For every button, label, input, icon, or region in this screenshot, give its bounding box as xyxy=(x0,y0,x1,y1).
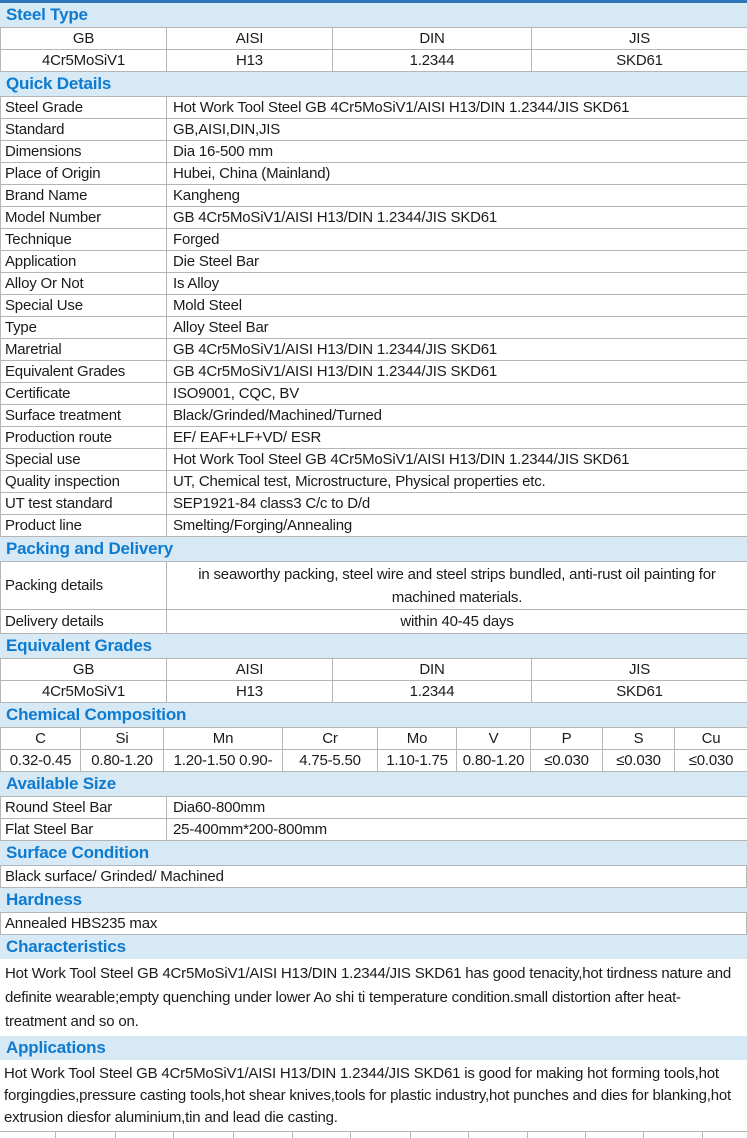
hardness-value: Annealed HBS235 max xyxy=(1,913,747,935)
section-title: Characteristics xyxy=(6,937,126,956)
grade-cell: SKD61 xyxy=(532,50,747,72)
row-value: Die Steel Bar xyxy=(167,251,747,273)
table-row xyxy=(1,273,747,295)
table-row xyxy=(1,819,747,841)
row-value: Forged xyxy=(167,229,747,251)
section-header-quick-details xyxy=(0,72,747,96)
grade-cell: 1.2344 xyxy=(333,50,532,72)
row-value: Hot Work Tool Steel GB 4Cr5MoSiV1/AISI H13/DIN 1.2344/JIS SKD61 xyxy=(167,97,747,119)
element-header: V xyxy=(457,728,531,750)
table-row xyxy=(1,449,747,471)
section-header-characteristics xyxy=(0,935,747,959)
section-title: Packing and Delivery xyxy=(6,539,173,558)
section-title: Hardness xyxy=(6,890,82,909)
table-row xyxy=(1,119,747,141)
row-label: Maretrial xyxy=(1,339,167,361)
row-value: GB 4Cr5MoSiV1/AISI H13/DIN 1.2344/JIS SKD61 xyxy=(167,207,747,229)
row-label: Model Number xyxy=(1,207,167,229)
row-value: Hot Work Tool Steel GB 4Cr5MoSiV1/AISI H13/DIN 1.2344/JIS SKD61 xyxy=(167,449,747,471)
table-row xyxy=(1,866,747,888)
section-header-chemical-composition xyxy=(0,703,747,727)
table-row xyxy=(1,562,747,610)
table-row xyxy=(1,295,747,317)
element-header: C xyxy=(1,728,81,750)
grade-cell: 4Cr5MoSiV1 xyxy=(1,50,167,72)
row-value: Mold Steel xyxy=(167,295,747,317)
row-label: Production route xyxy=(1,427,167,449)
element-header: S xyxy=(603,728,675,750)
column-header: GB xyxy=(1,659,167,681)
element-value: 0.32-0.45 xyxy=(1,750,81,772)
section-header-applications xyxy=(0,1036,747,1060)
row-label: Equivalent Grades xyxy=(1,361,167,383)
element-header: P xyxy=(531,728,603,750)
table-row xyxy=(1,28,747,50)
column-header: JIS xyxy=(532,659,747,681)
table-row xyxy=(1,207,747,229)
element-value: 0.80-1.20 xyxy=(457,750,531,772)
row-label: Dimensions xyxy=(1,141,167,163)
section-header-available-size xyxy=(0,772,747,796)
packing-delivery-table xyxy=(0,561,747,634)
characteristics-text: Hot Work Tool Steel GB 4Cr5MoSiV1/AISI H13/DIN 1.2344/JIS SKD61 has good tenacity,hot tirdness nature and definite wearable;empty quenching under lower Ao shi ti temperature condition.small distortion after heat-treatment and so on. xyxy=(0,959,747,1036)
row-label: Quality inspection xyxy=(1,471,167,493)
row-label: Alloy Or Not xyxy=(1,273,167,295)
equivalent-grades-table xyxy=(0,658,747,703)
table-row xyxy=(1,728,747,750)
chemical-composition-table xyxy=(0,727,747,772)
section-header-surface-condition xyxy=(0,841,747,865)
row-value: Dia 16-500 mm xyxy=(167,141,747,163)
section-header-packing-delivery xyxy=(0,537,747,561)
row-value: SEP1921-84 class3 C/c to D/d xyxy=(167,493,747,515)
table-row xyxy=(1,659,747,681)
table-row xyxy=(1,383,747,405)
row-value: Black/Grinded/Machined/Turned xyxy=(167,405,747,427)
element-value: 0.80-1.20 xyxy=(81,750,164,772)
table-row xyxy=(1,163,747,185)
row-value: Dia60-800mm xyxy=(167,797,747,819)
quick-details-table xyxy=(0,96,747,537)
element-value: 4.75-5.50 xyxy=(283,750,378,772)
element-header: Mn xyxy=(164,728,283,750)
section-title: Equivalent Grades xyxy=(6,636,152,655)
table-row xyxy=(1,493,747,515)
section-title: Applications xyxy=(6,1038,106,1057)
table-row xyxy=(1,185,747,207)
column-header: DIN xyxy=(333,659,532,681)
table-row xyxy=(1,797,747,819)
element-header: Cr xyxy=(283,728,378,750)
section-title: Quick Details xyxy=(6,74,111,93)
row-value: GB,AISI,DIN,JIS xyxy=(167,119,747,141)
steel-type-table xyxy=(0,27,747,72)
table-row xyxy=(1,681,747,703)
row-value: UT, Chemical test, Microstructure, Physical properties etc. xyxy=(167,471,747,493)
grade-cell: SKD61 xyxy=(532,681,747,703)
column-header: AISI xyxy=(167,28,333,50)
table-row xyxy=(1,750,747,772)
section-header-equivalent-grades xyxy=(0,634,747,658)
table-row xyxy=(1,913,747,935)
row-value: GB 4Cr5MoSiV1/AISI H13/DIN 1.2344/JIS SKD61 xyxy=(167,339,747,361)
row-value: Alloy Steel Bar xyxy=(167,317,747,339)
table-row xyxy=(1,339,747,361)
surface-condition-table xyxy=(0,865,747,888)
row-value: in seaworthy packing, steel wire and steel strips bundled, anti-rust oil painting for machined materials. xyxy=(167,562,747,610)
row-label: Steel Grade xyxy=(1,97,167,119)
row-label: Place of Origin xyxy=(1,163,167,185)
row-value: Smelting/Forging/Annealing xyxy=(167,515,747,537)
column-header: DIN xyxy=(333,28,532,50)
element-header: Si xyxy=(81,728,164,750)
row-label: Surface treatment xyxy=(1,405,167,427)
row-label: Application xyxy=(1,251,167,273)
table-row xyxy=(1,361,747,383)
row-label: Certificate xyxy=(1,383,167,405)
section-title: Available Size xyxy=(6,774,116,793)
row-value: 25-400mm*200-800mm xyxy=(167,819,747,841)
section-title: Surface Condition xyxy=(6,843,149,862)
table-row xyxy=(1,97,747,119)
row-label: Standard xyxy=(1,119,167,141)
row-value: ISO9001, CQC, BV xyxy=(167,383,747,405)
element-value: ≤0.030 xyxy=(531,750,603,772)
table-row xyxy=(1,317,747,339)
cutoff-row xyxy=(0,1131,747,1137)
row-value: Kangheng xyxy=(167,185,747,207)
table-row xyxy=(1,251,747,273)
table-row xyxy=(1,471,747,493)
column-header: GB xyxy=(1,28,167,50)
row-label: Product line xyxy=(1,515,167,537)
element-value: ≤0.030 xyxy=(675,750,747,772)
row-label: Round Steel Bar xyxy=(1,797,167,819)
hardness-table xyxy=(0,912,747,935)
table-row xyxy=(1,610,747,634)
row-label: Packing details xyxy=(1,562,167,610)
row-value: within 40-45 days xyxy=(167,610,747,634)
table-row xyxy=(1,50,747,72)
surface-condition-value: Black surface/ Grinded/ Machined xyxy=(1,866,747,888)
row-label: Technique xyxy=(1,229,167,251)
row-label: Type xyxy=(1,317,167,339)
grade-cell: H13 xyxy=(167,681,333,703)
applications-text: Hot Work Tool Steel GB 4Cr5MoSiV1/AISI H13/DIN 1.2344/JIS SKD61 is good for making hot forming tools,hot forgingdies,pressure casting tools,hot shear knives,tools for plastic industry,hot punches and dies for blanking,hot extrusion diesfor aluminium,tin and lead die casting. xyxy=(0,1060,747,1131)
element-value: 1.20-1.50 0.90- xyxy=(164,750,283,772)
section-title: Chemical Composition xyxy=(6,705,186,724)
row-label: Flat Steel Bar xyxy=(1,819,167,841)
table-row xyxy=(1,515,747,537)
section-header-hardness xyxy=(0,888,747,912)
column-header: AISI xyxy=(167,659,333,681)
row-label: Special use xyxy=(1,449,167,471)
column-header: JIS xyxy=(532,28,747,50)
row-value: Is Alloy xyxy=(167,273,747,295)
table-row xyxy=(1,141,747,163)
grade-cell: H13 xyxy=(167,50,333,72)
grade-cell: 4Cr5MoSiV1 xyxy=(1,681,167,703)
row-value: Hubei, China (Mainland) xyxy=(167,163,747,185)
table-row xyxy=(1,427,747,449)
row-label: Delivery details xyxy=(1,610,167,634)
row-label: Special Use xyxy=(1,295,167,317)
element-value: ≤0.030 xyxy=(603,750,675,772)
element-header: Mo xyxy=(378,728,457,750)
grade-cell: 1.2344 xyxy=(333,681,532,703)
table-row xyxy=(1,229,747,251)
element-value: 1.10-1.75 xyxy=(378,750,457,772)
table-row xyxy=(1,405,747,427)
section-header-steel-type xyxy=(0,3,747,27)
row-value: EF/ EAF+LF+VD/ ESR xyxy=(167,427,747,449)
row-label: Brand Name xyxy=(1,185,167,207)
section-title: Steel Type xyxy=(6,5,88,24)
available-size-table xyxy=(0,796,747,841)
row-value: GB 4Cr5MoSiV1/AISI H13/DIN 1.2344/JIS SKD61 xyxy=(167,361,747,383)
row-label: UT test standard xyxy=(1,493,167,515)
element-header: Cu xyxy=(675,728,747,750)
